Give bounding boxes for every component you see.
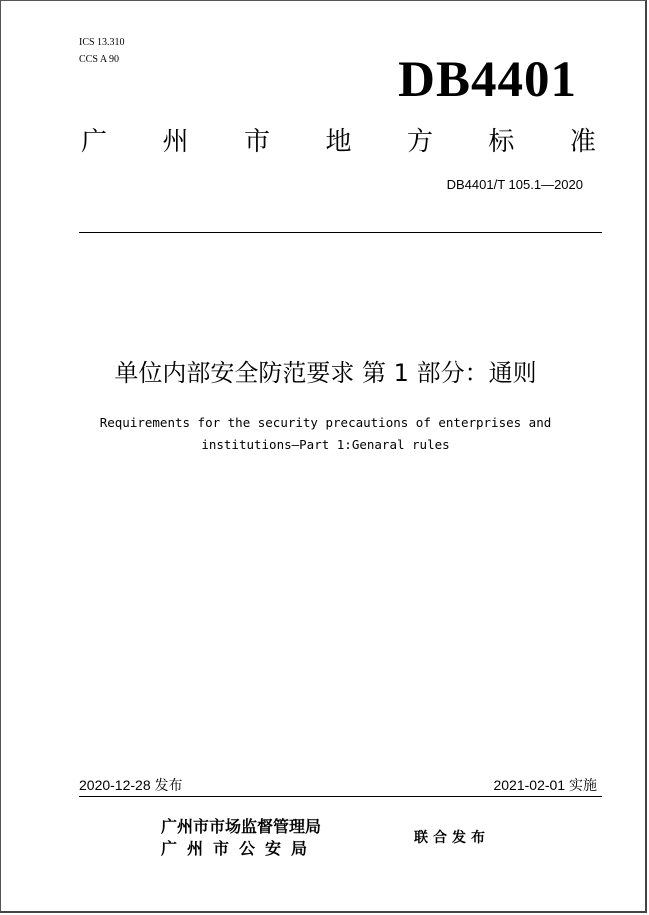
- header-divider: [79, 232, 602, 233]
- standard-type-char: 准: [569, 127, 596, 157]
- standard-type-char: 标: [488, 127, 515, 157]
- classification-codes: [79, 34, 125, 68]
- standard-number: DB4401/T 105.1—2020: [446, 177, 583, 192]
- joint-release-label: 联合发布: [414, 830, 490, 846]
- issuing-authorities: [161, 816, 321, 860]
- title-english-line2: institutions—Part 1:Genaral rules: [201, 437, 450, 452]
- issuer-line2: 广州市公安局: [161, 839, 318, 858]
- title-english: [1, 412, 649, 456]
- standard-type-char: 州: [162, 127, 189, 157]
- footer-divider: [79, 796, 602, 797]
- standard-code: DB4401: [398, 52, 577, 108]
- standard-type-heading: [81, 124, 596, 160]
- standard-type-char: 地: [325, 127, 352, 157]
- ics-code: ICS 13.310: [79, 37, 125, 48]
- standard-type-char: 市: [243, 127, 270, 157]
- standard-type-char: 方: [406, 127, 433, 157]
- ccs-code: CCS A 90: [79, 54, 120, 65]
- standard-type-char: 广: [81, 127, 108, 157]
- title-english-line1: Requirements for the security precautions of enterprises and: [99, 415, 552, 430]
- implementation-date: 2021-02-01 实施: [493, 777, 597, 793]
- issuer-line1: 广州市市场监督管理局: [161, 817, 322, 836]
- issue-date: 2020-12-28 发布: [79, 777, 183, 793]
- title-chinese: 单位内部安全防范要求 第 1 部分：通则: [114, 359, 537, 387]
